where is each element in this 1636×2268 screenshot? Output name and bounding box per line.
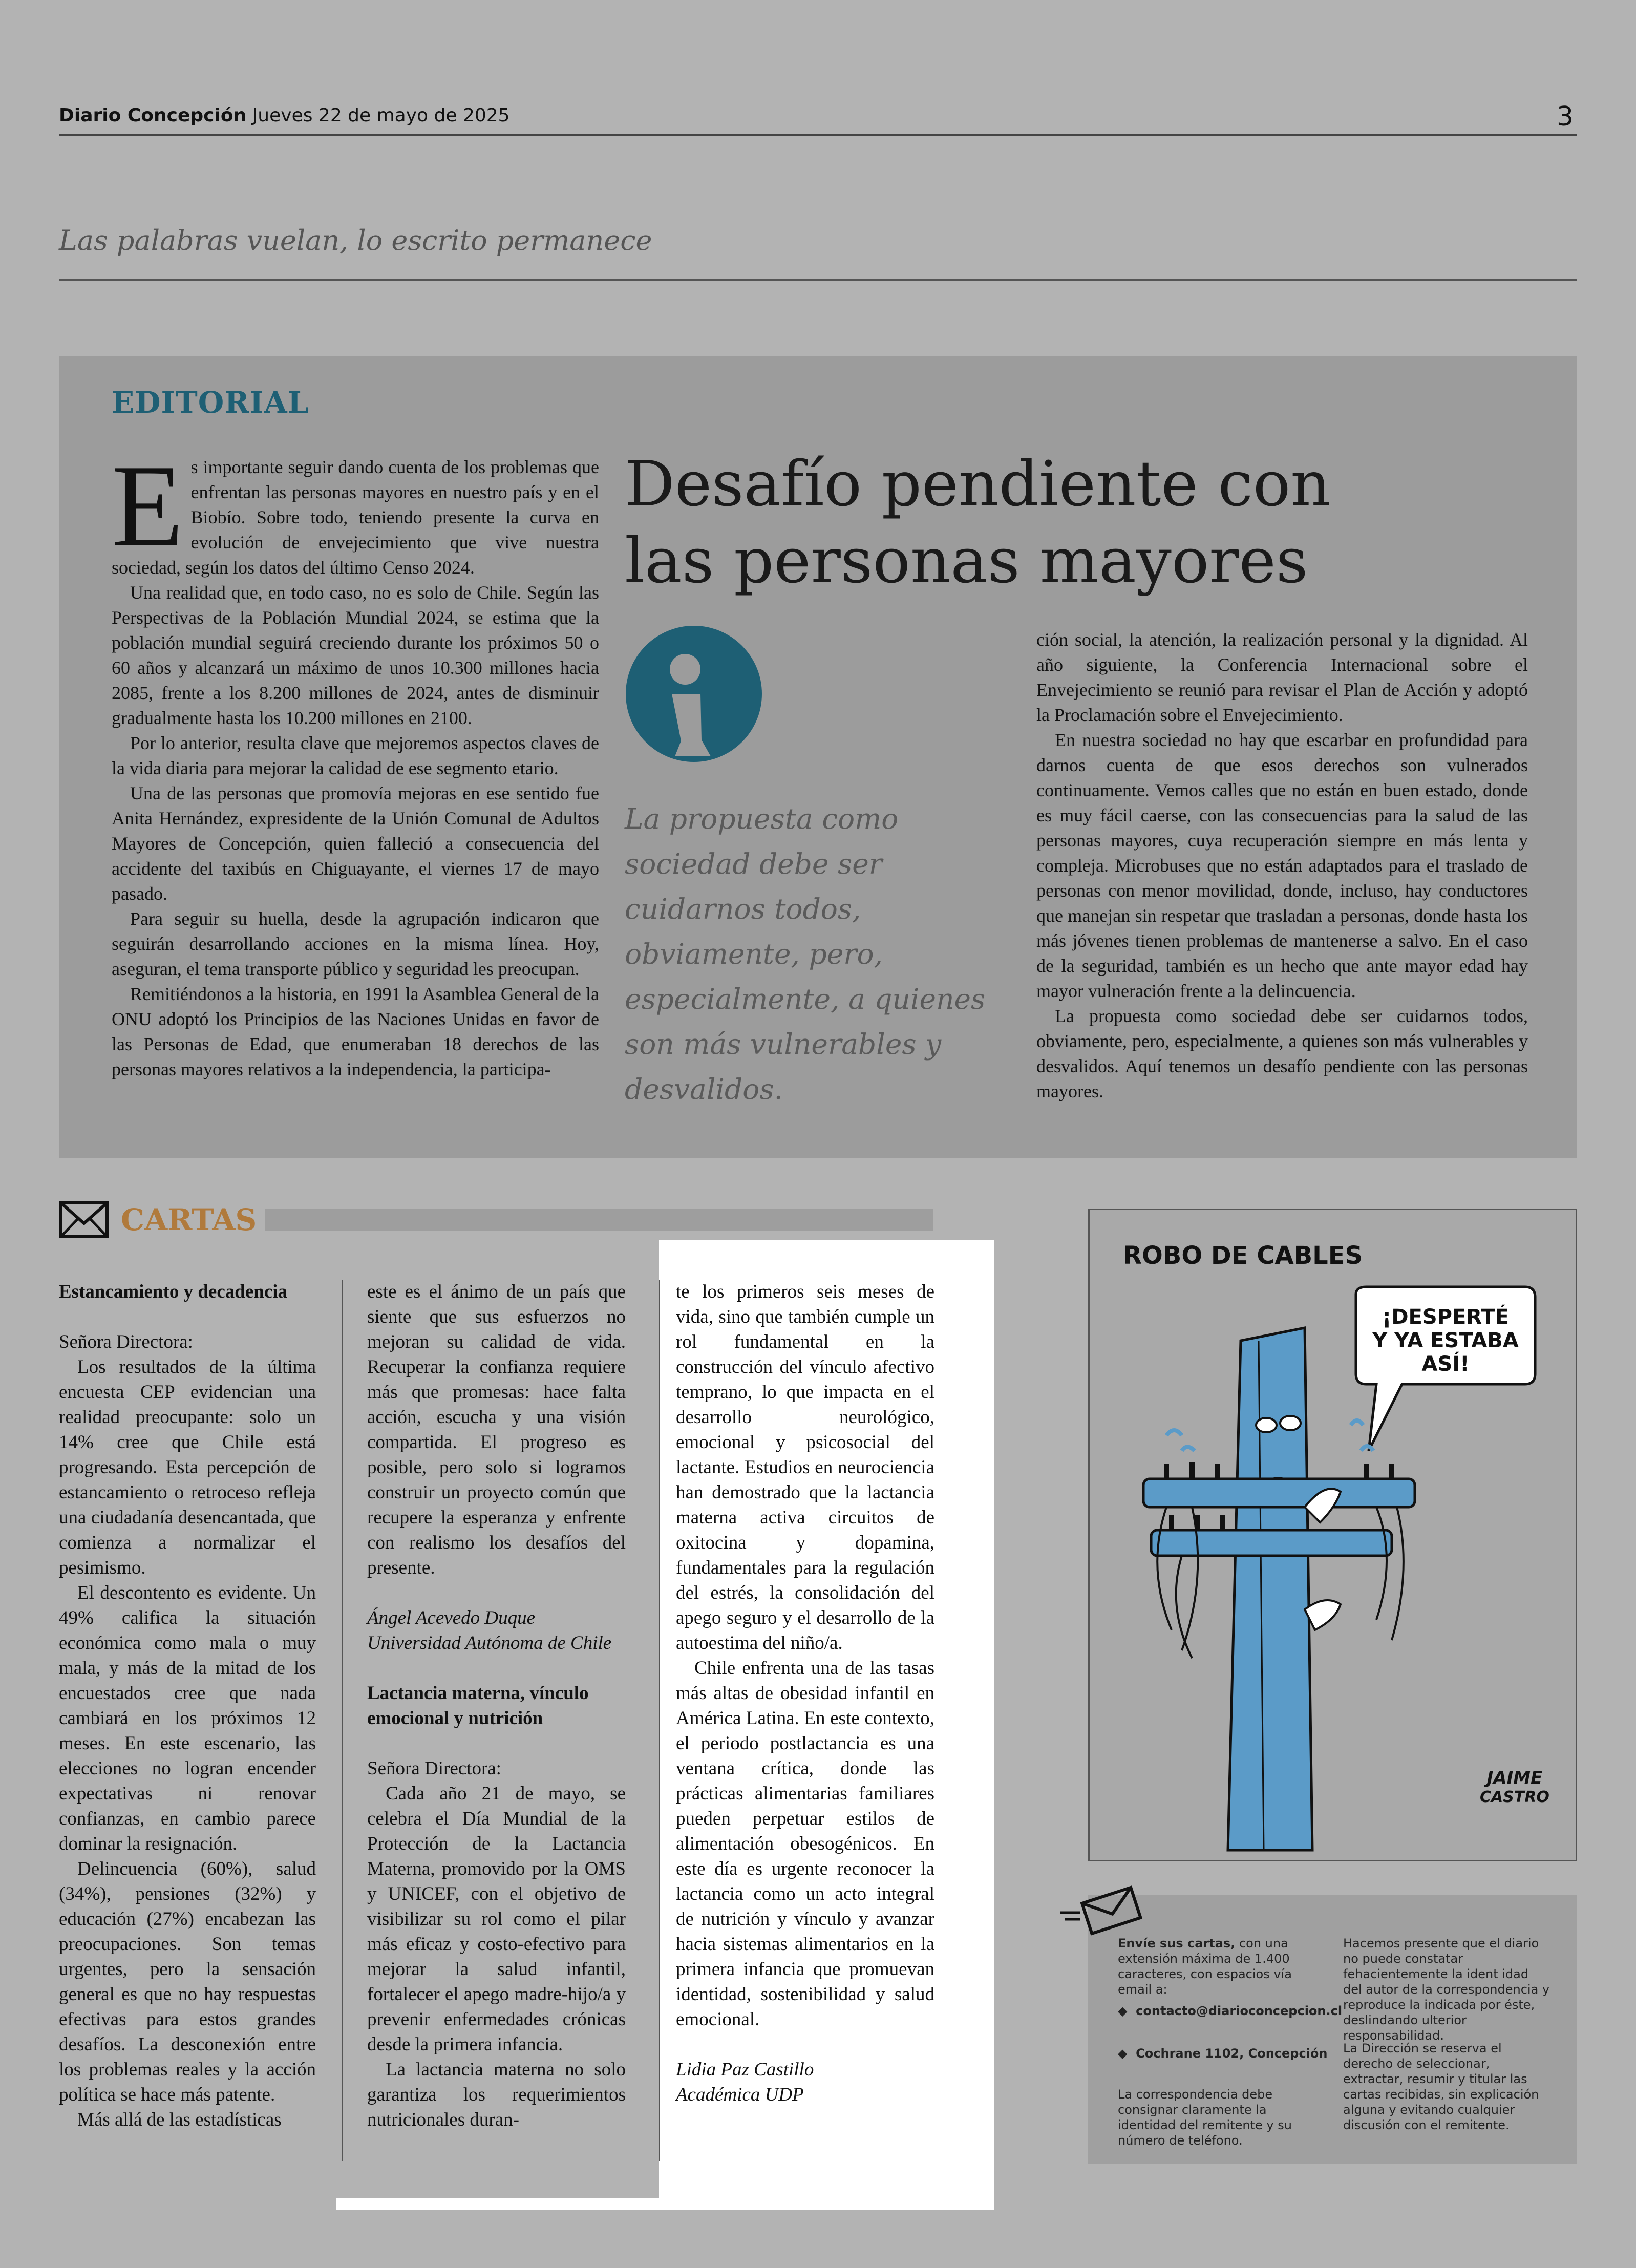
envelope-icon <box>59 1201 109 1239</box>
info-note-right-1: Hacemos presente que el diario no puede constatar fehacientemente la ident idad del autor de la correspondencia y reproduce la indicada por éste, deslindando ulterior responsabilidad. <box>1343 1936 1550 2043</box>
editorial-paragraph: En nuestra sociedad no hay que escarbar en profundidad para darnos cuenta de que esos derechos son vulnerados continuamente. Vemos calles que no están en buen estado, donde es muy fácil caerse, con las consecuencias para la salud de las personas mayores, cuya recuperación siempre en más lenta y compleja. Microbuses que no están adaptados para el traslado de personas con menor movilidad, donde, incluso, hay conductores que manejan sin respetar que trasladan a personas, donde hasta los más jóvenes tienen problemas de mantenerse a salvo. En el caso de la seguridad, también es un hecho que ante mayor edad hay mayor vulneración frente a la delincuencia. <box>1036 730 1528 1001</box>
cartoon <box>1088 1209 1577 1861</box>
column-rule <box>342 1280 343 2161</box>
letter-paragraph: Cada año 21 de mayo, se celebra el Día Mundial de la Protección de la Lactancia Materna, promovido por la OMS y UNICEF, con el objetivo de visibilizar su rol como el pilar más eficaz y costo-efectivo para mejorar la salud infantil, fortalecer el apego madre-hijo/a y prevenir enfermedades crónicas desde la primera infancia. <box>367 1783 626 2055</box>
editorial-paragraph: Una de las personas que promovía mejoras en ese sentido fue Anita Hernández, expresidente de la Unión Comunal de Adultos Mayores de Concepción, quien falleció a consecuencia del accidente del taxibús en Chiguayante, el viernes 17 de mayo pasado. <box>112 783 599 904</box>
editorial-headline: Desafío pendiente con las personas mayores <box>625 448 1331 597</box>
editorial-paragraph: Por lo anterior, resulta clave que mejoremos aspectos claves de la vida diaria para mejorar la calidad de ese segmento etario. <box>112 733 599 778</box>
editorial-paragraph: Es importante seguir dando cuenta de los problemas que enfrentan las personas mayores en nuestro país y en el Biobío. Sobre todo, teniendo presente la curva en evolución de envejecimiento que vive nuestra sociedad, según los datos del último Censo 2024. <box>112 440 599 578</box>
cartoon-signature: JAIME <box>1486 1768 1543 1788</box>
editorial-label: EDITORIAL <box>112 385 309 420</box>
letters-column-2 <box>367 1279 626 2132</box>
cartoon-speech-line: ¡DESPERTÉ <box>1382 1305 1509 1329</box>
cartoon-title: ROBO DE CABLES <box>1123 1241 1363 1270</box>
letter-paragraph: Delincuencia (60%), salud (34%), pensiones (32%) y educación (27%) encabezan las preocupaciones. Son temas urgentes, pero la sensación general es que no hay respuestas efectivas para estos grandes desafíos. La desconexión entre los problemas reales y la acción política se hace más patente. <box>59 1858 316 2105</box>
letter-salutation: Señora Directora: <box>367 1758 501 1779</box>
cartoon-signature: CASTRO <box>1480 1788 1549 1806</box>
letter-title: Lactancia materna, vínculo emocional y nutrición <box>367 1683 589 1729</box>
info-icon <box>625 622 763 766</box>
editorial-paragraph: Para seguir su huella, desde la agrupación indicaron que seguirán desarrollando acciones en la misma línea. Hoy, aseguran, el tema transporte público y seguridad les preocupan. <box>112 908 599 979</box>
cartoon-speech-line: Y YA ESTABA <box>1372 1329 1519 1352</box>
header-rule <box>59 134 1577 136</box>
letter-paragraph: La lactancia materna no solo garantiza los requerimientos nutricionales duran- <box>367 2059 626 2130</box>
letters-column-1 <box>59 1279 316 2132</box>
editorial-paragraph: Una realidad que, en todo caso, no es solo de Chile. Según las Perspectivas de la Población Mundial 2024, se estima que la población mundial seguirá creciendo durante los próximos 50 o 60 años y alcanzará un máximo de unos 10.300 millones hacia 2085, frente a los 8.200 millones de 2024, antes de disminuir gradualmente hasta los 10.200 millones en 2100. <box>112 582 599 728</box>
drop-cap: E <box>112 440 184 571</box>
letter-affiliation: Universidad Autónoma de Chile <box>367 1633 612 1654</box>
cartas-label: CARTAS <box>121 1202 257 1237</box>
info-note-left: La correspondencia debe consignar claramente la identidad del remitente y su número de teléfono. <box>1118 2087 1292 2148</box>
letter-paragraph: Chile enfrenta una de las tasas más altas de obesidad infantil en América Latina. En este contexto, el periodo postlactancia es una ventana crítica, donde las prácticas alimentarias familiares pueden perpetuar estilos de alimentación obesogénicos. En este día es urgente reconocer la lactancia como un acto integral de nutrición y vínculo y avanzar hacia sistemas alimentarios en la primera infancia que promuevan identidad, sostenibilidad y salud emocional. <box>676 1658 934 2030</box>
letter-paragraph: te los primeros seis meses de vida, sino que también cumple un rol fundamental en la construcción del vínculo afectivo temprano, lo que impacta en el desarrollo neurológico, emocional y psicosocial del lactante. Estudios en neurociencia han demostrado que la lactancia materna activa circuitos de oxitocina y dopamina, fundamentales para la regulación del estrés, la consolidación del apego seguro y el desarrollo de la autoestima del niño/a. <box>676 1281 934 1654</box>
editorial-paragraph: ción social, la atención, la realización personal y la dignidad. Al año siguiente, la Conferencia Internacional sobre el Envejecimiento se reunió para revisar el Plan de Acción y adoptó la Proclamación sobre el Envejecimiento. <box>1036 629 1528 725</box>
info-email: ◆ contacto@diarioconcepcion.cl <box>1118 2004 1343 2018</box>
issue-date: Jueves 22 de mayo de 2025 <box>252 105 510 126</box>
paper-name: Diario Concepción <box>59 105 247 126</box>
page-number: 3 <box>1557 101 1574 132</box>
masthead <box>59 105 510 126</box>
column-rule <box>659 1280 660 2161</box>
email-link[interactable]: contacto@diarioconcepcion.cl <box>1136 2004 1343 2018</box>
letters-column-3 <box>676 1279 934 2107</box>
info-note-right-2: La Dirección se reserva el derecho de seleccionar, extractar, resumir y titular las cartas recibidas, sin explicación alguna y evitando cualquier discusión con el remitente. <box>1343 2041 1539 2132</box>
info-address: ◆ Cochrane 1102, Concepción <box>1118 2046 1328 2061</box>
envelope-lines-icon <box>1055 1884 1142 1936</box>
letter-salutation: Señora Directora: <box>59 1331 193 1352</box>
info-send-text: Envíe sus cartas, con una extensión máxima de 1.400 caracteres, con espacios vía email a: <box>1118 1936 1292 1997</box>
letter-title: Estancamiento y decadencia <box>59 1281 288 1302</box>
letter-author: Ángel Acevedo Duque <box>367 1607 536 1628</box>
letter-affiliation: Académica UDP <box>676 2084 804 2105</box>
editorial-column-3 <box>1036 627 1528 1104</box>
slogan-rule <box>59 279 1577 281</box>
letter-paragraph: este es el ánimo de un país que siente que sus esfuerzos no mejoran su calidad de vida. Recuperar la confianza requiere más que promesas: hace falta acción, escucha y una visión compartida. El progreso es posible, pero solo si logramos construir un proyecto común que recupere la esperanza y enfrente con realismo los desafíos del presente. <box>367 1281 626 1578</box>
editorial-paragraph: Remitiéndonos a la historia, en 1991 la Asamblea General de la ONU adoptó los Principios de las Naciones Unidas en favor de las Personas de Edad, que enumeraban 18 derechos de las personas mayores relativos a la independencia, la participa- <box>112 984 599 1079</box>
letter-author: Lidia Paz Castillo <box>676 2059 814 2080</box>
letter-paragraph: El descontento es evidente. Un 49% califica la situación económica como mala o muy mala, y más de la mitad de los encuestados cree que nada cambiará en los próximos 12 meses. En este escenario, las elecciones no logran encender expectativas ni renovar confianzas, en cambio parece dominar la resignación. <box>59 1582 316 1854</box>
pull-quote: La propuesta como sociedad debe ser cuidarnos todos, obviamente, pero, especialmente, a quienes son más vulnerables y desvalidos. <box>625 802 986 1106</box>
letter-paragraph: Los resultados de la última encuesta CEP evidencian una realidad preocupante: solo un 14% cree que Chile está progresando. Esta percepción de estancamiento o retroceso refleja una ciudadanía desencantada, que comienza a normalizar el pesimismo. <box>59 1356 316 1578</box>
cartas-bar <box>265 1209 933 1231</box>
slogan: Las palabras vuelan, lo escrito permanece <box>59 224 652 257</box>
letter-paragraph: Más allá de las estadísticas <box>77 2109 282 2130</box>
editorial-paragraph: La propuesta como sociedad debe ser cuidarnos todos, obviamente, pero, especialmente, a quienes son más vulnerables y desvalidos. Aquí tenemos un desafío pendiente con las personas mayores. <box>1036 1006 1528 1101</box>
cartoon-speech-line: ASÍ! <box>1421 1352 1470 1376</box>
editorial-column-1 <box>112 440 599 1082</box>
